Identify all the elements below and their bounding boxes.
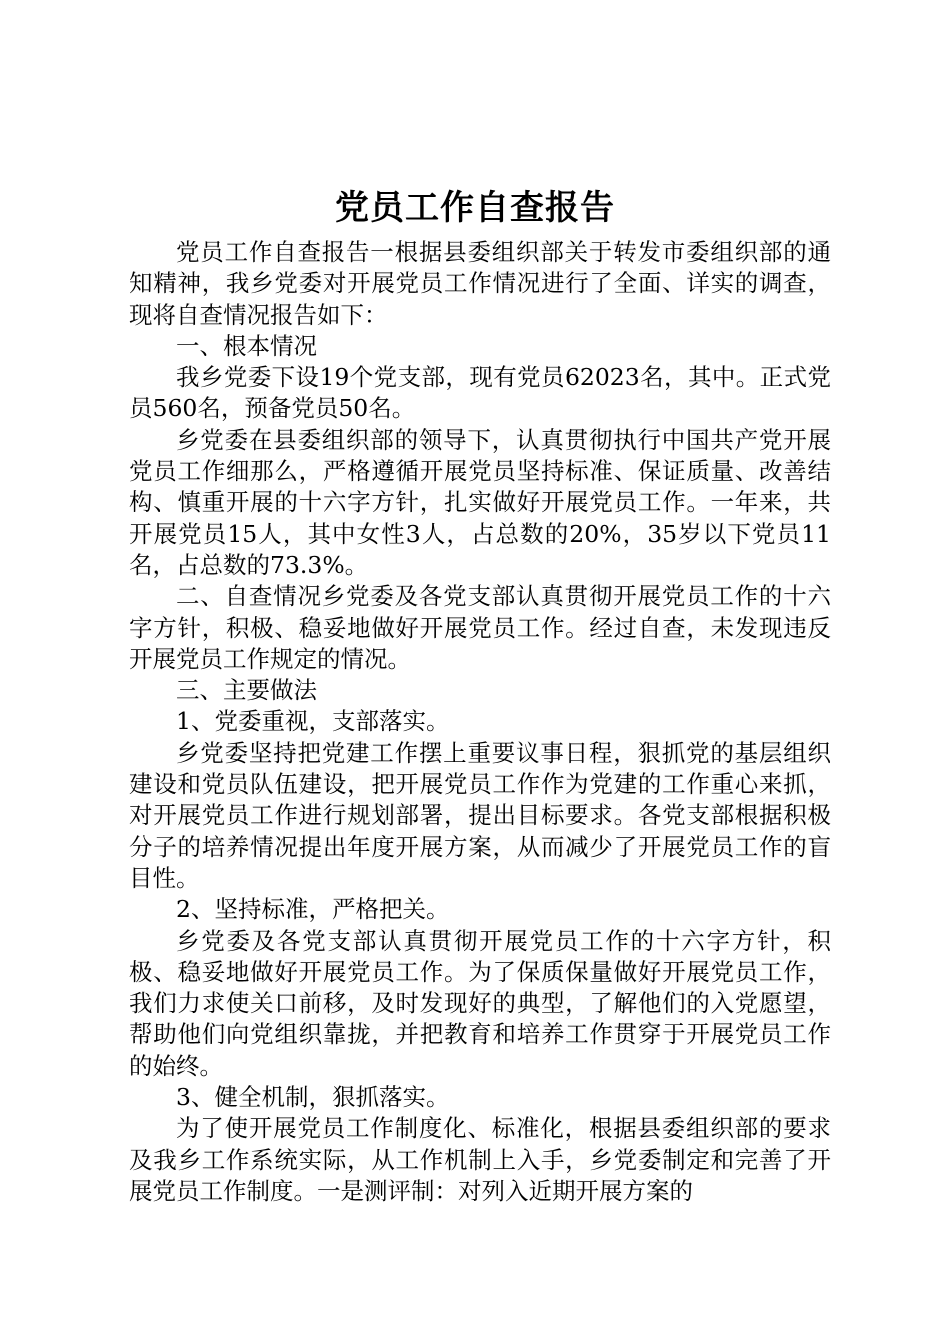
paragraph-party-branches: 我乡党委下设19个党支部，现有党员62023名，其中。正式党员560名，预备党员50名。 (129, 363, 831, 423)
paragraph-self-inspection: 二、自查情况乡党委及各党支部认真贯彻开展党员工作的十六字方针，积极、稳妥地做好开展党员工作。经过自查，未发现违反开展党员工作规定的情况。 (129, 582, 831, 673)
paragraph-committee-attention: 乡党委坚持把党建工作摆上重要议事日程，狠抓党的基层组织建设和党员队伍建设，把开展党员工作作为党建的工作重心来抓，对开展党员工作进行规划部署，提出目标要求。各党支部根据积极分子的培养情况提出年度开展方案，从而减少了开展党员工作的盲目性。 (129, 738, 831, 892)
paragraph-intro: 党员工作自查报告一根据县委组织部关于转发市委组织部的通知精神，我乡党委对开展党员工作情况进行了全面、详实的调查，现将自查情况报告如下： (129, 238, 831, 329)
subheading-committee-attention: 1、党委重视，支部落实。 (176, 707, 450, 736)
subheading-mechanism: 3、健全机制，狠抓落实。 (176, 1083, 450, 1112)
subheading-standards: 2、坚持标准，严格把关。 (176, 895, 450, 924)
paragraph-mechanism: 为了使开展党员工作制度化、标准化，根据县委组织部的要求及我乡工作系统实际，从工作机制上入手，乡党委制定和完善了开展党员工作制度。一是测评制：对列入近期开展方案的 (129, 1114, 831, 1205)
document-title: 党员工作自查报告 (335, 188, 615, 228)
section-heading-main-practices: 三、主要做法 (176, 676, 317, 705)
paragraph-standards: 乡党委及各党支部认真贯彻开展党员工作的十六字方针，积极、稳妥地做好开展党员工作。为了保质保量做好开展党员工作，我们力求使关口前移，及时发现好的典型，了解他们的入党愿望，帮助他们向党组织靠拢，并把教育和培养工作贯穿于开展党员工作的始终。 (129, 926, 831, 1080)
section-heading-basic-situation: 一、根本情况 (176, 331, 317, 360)
document-body (129, 237, 831, 1207)
paragraph-leadership: 乡党委在县委组织部的领导下，认真贯彻执行中国共产党开展党员工作细那么，严格遵循开展党员坚持标准、保证质量、改善结构、慎重开展的十六字方针，扎实做好开展党员工作。一年来，共开展党员15人，其中女性3人，占总数的20%，35岁以下党员11名，占总数的73.3%。 (129, 425, 831, 579)
